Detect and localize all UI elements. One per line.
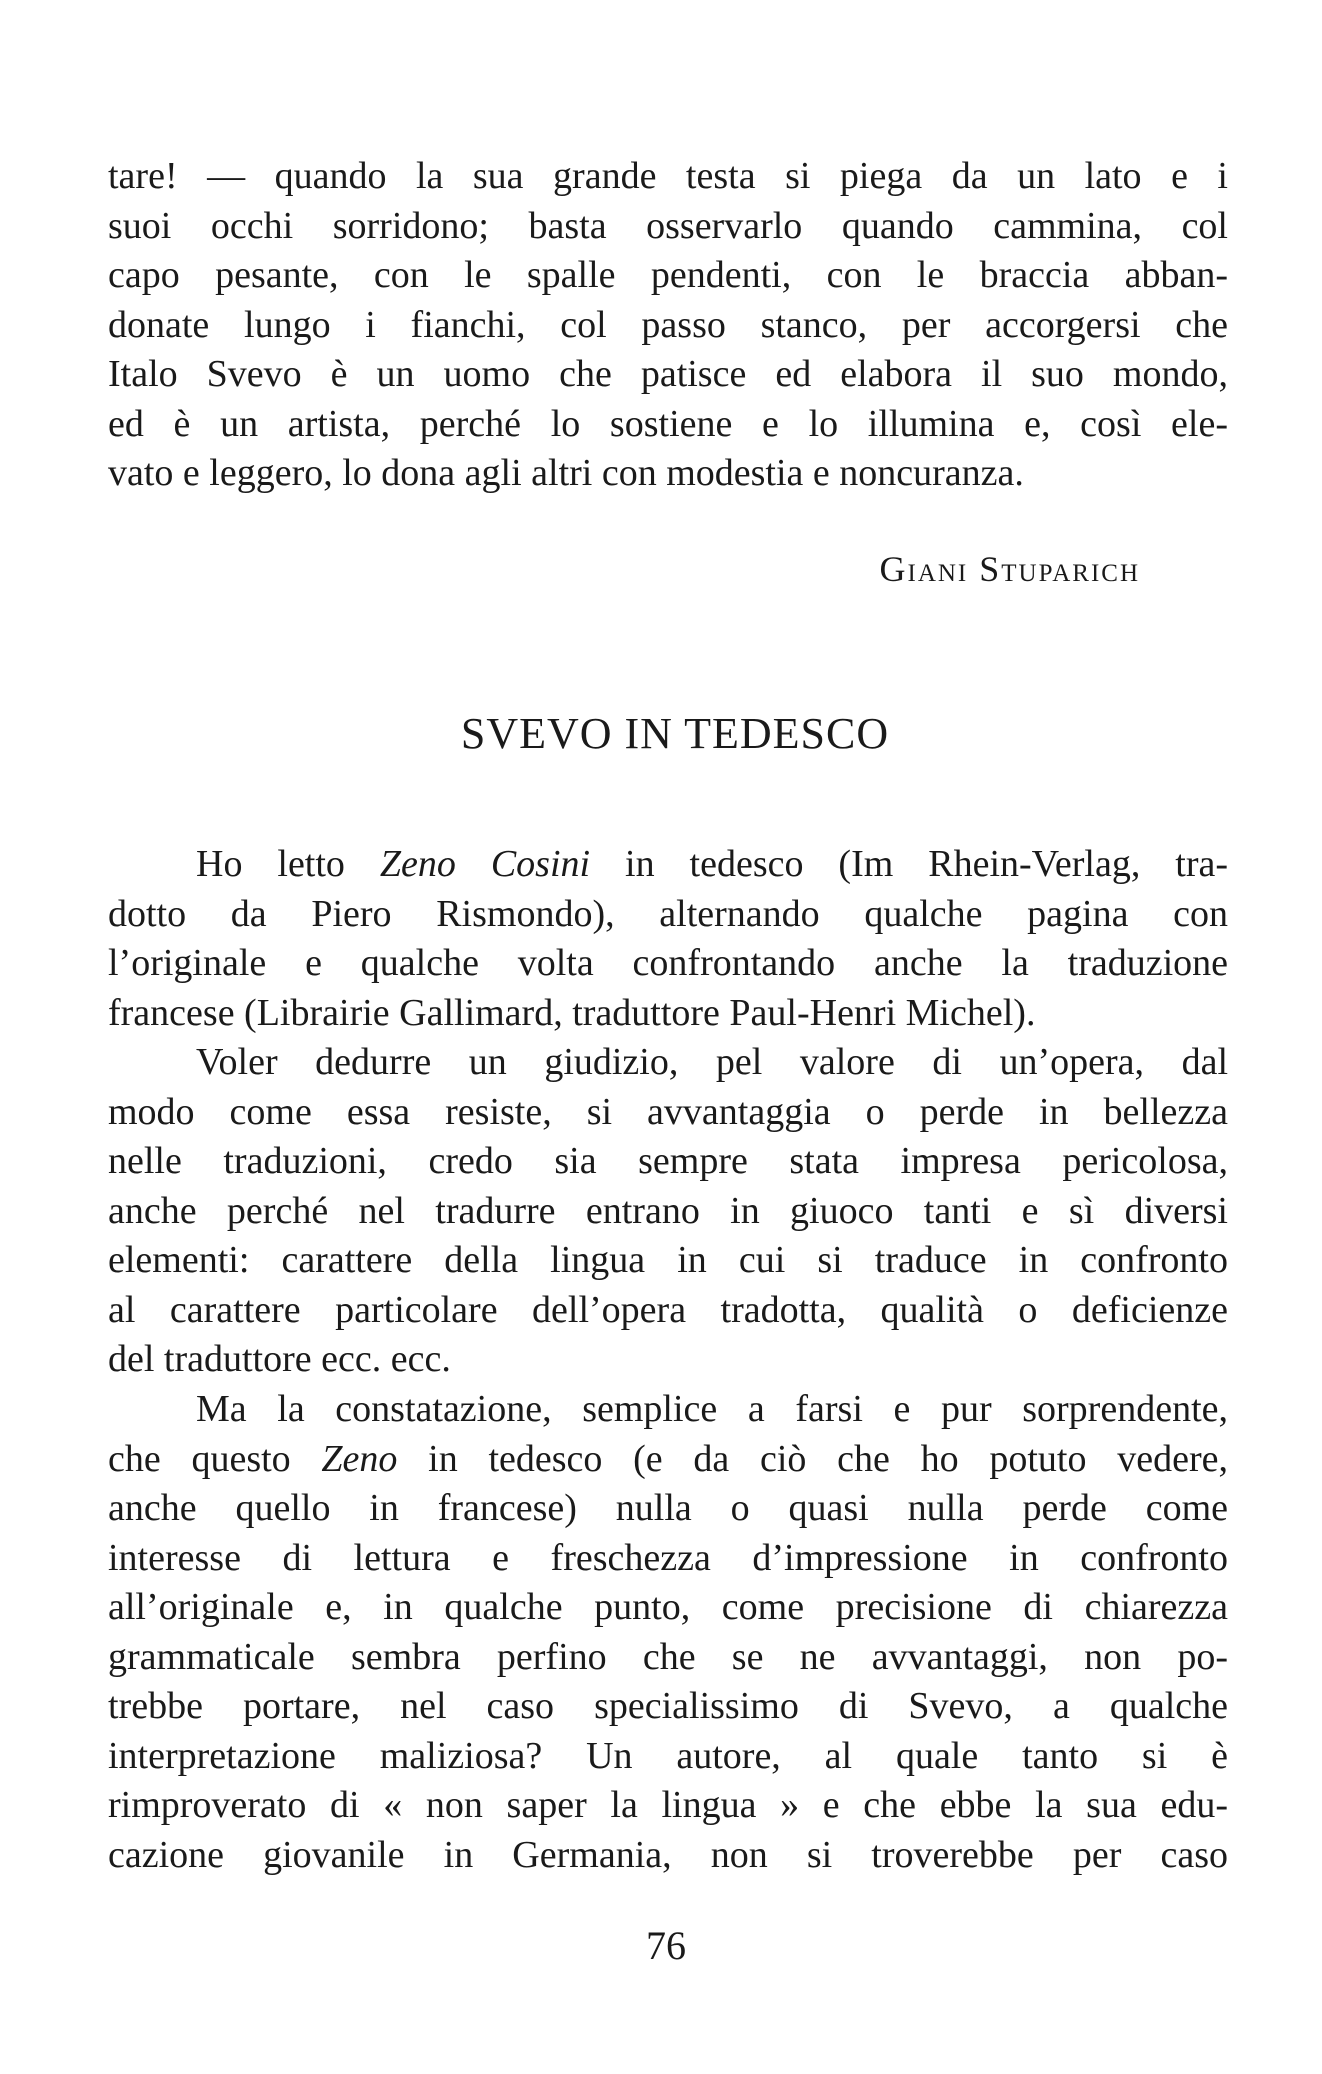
text-line: cazione giovanile in Germania, non si troverebbe per caso <box>108 1833 1228 1876</box>
book-title: Zeno <box>321 1437 398 1480</box>
text-segment: Ho letto <box>196 843 380 885</box>
section-title: SVEVO IN TEDESCO <box>460 709 890 758</box>
text-line: Voler dedurre un giudizio, pel valore di un’opera, dal <box>196 1041 1228 1083</box>
paragraph-intro <box>108 840 1228 1038</box>
paragraph-continuation <box>108 152 1228 499</box>
text-segment: in tedesco (e da ciò che ho potuto vedere, <box>397 1437 1228 1480</box>
text-line: trebbe portare, nel caso specialissimo di Svevo, a qualche <box>108 1685 1228 1727</box>
text-line: interesse di lettura e freschezza d’impressione in confronto <box>108 1536 1228 1579</box>
text-line: suoi occhi sorridono; basta osservarlo quando cammina, col <box>108 204 1228 247</box>
paragraph-observation <box>108 1385 1228 1880</box>
text-line: nelle traduzioni, credo sia sempre stata impresa pericolosa, <box>108 1140 1228 1182</box>
text-line: anche quello in francese) nulla o quasi nulla perde come <box>108 1487 1228 1529</box>
text-line: ed è un artista, perché lo sostiene e lo illumina e, così ele- <box>108 402 1228 445</box>
text-line: capo pesante, con le spalle pendenti, con le braccia abban- <box>108 254 1228 296</box>
author-signature: Giani Stuparich <box>879 549 1140 589</box>
text-line: interpretazione maliziosa? Un autore, al quale tanto si è <box>108 1734 1228 1777</box>
page-number: 76 <box>646 1923 686 1968</box>
text-line: del traduttore ecc. ecc. <box>108 1338 451 1380</box>
text-line: donate lungo i fianchi, col passo stanco, per accorgersi che <box>108 303 1228 346</box>
text-line <box>108 840 1228 890</box>
text-line: Italo Svevo è un uomo che patisce ed elabora il suo mondo, <box>108 353 1228 395</box>
book-title: Zeno Cosini <box>379 843 591 885</box>
paragraph-judgement <box>108 1038 1228 1385</box>
text-line: l’originale e qualche volta confrontando anche la traduzione <box>108 942 1228 984</box>
text-line: all’originale e, in qualche punto, come precisione di chiarezza <box>108 1586 1228 1628</box>
text-line: grammaticale sembra perfino che se ne avvantaggi, non po- <box>108 1635 1228 1678</box>
text-segment: che questo <box>108 1437 322 1480</box>
text-line: anche perché nel tradurre entrano in giuoco tanti e sì diversi <box>108 1189 1228 1232</box>
text-segment: in tedesco (Im Rhein-Verlag, tra- <box>590 843 1229 885</box>
text-line: tare! — quando la sua grande testa si piega da un lato e i <box>108 155 1228 197</box>
text-line: francese (Librairie Gallimard, traduttore Paul-Henri Michel). <box>108 991 1036 1034</box>
text-line: vato e leggero, lo dona agli altri con modestia e noncuranza. <box>108 452 1024 494</box>
text-line: rimproverato di « non saper la lingua » e che ebbe la sua edu- <box>108 1784 1228 1826</box>
text-line <box>108 1435 1228 1485</box>
text-line: Ma la constatazione, semplice a farsi e pur sorprendente, <box>196 1388 1228 1430</box>
text-line: elementi: carattere della lingua in cui si traduce in confronto <box>108 1239 1228 1281</box>
text-line: dotto da Piero Rismondo), alternando qualche pagina con <box>108 892 1228 935</box>
text-line: modo come essa resiste, si avvantaggia o perde in bellezza <box>108 1090 1228 1133</box>
text-line: al carattere particolare dell’opera tradotta, qualità o deficienze <box>108 1288 1228 1331</box>
